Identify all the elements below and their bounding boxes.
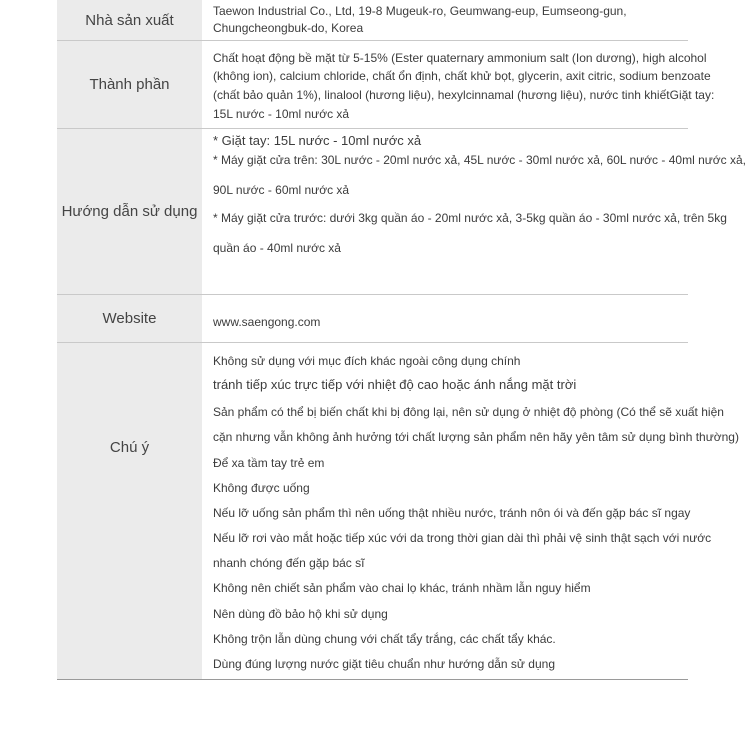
manufacturer-line: Chungcheongbuk-do, Korea [213, 21, 364, 35]
caution-line: cặn nhưng vẫn không ảnh hưởng tới chất lượng sản phẩm nên hãy yên tâm sử dụng bình thường) [213, 430, 739, 444]
table-bottom-border [57, 679, 688, 680]
caution-line: Không nên chiết sản phẩm vào chai lọ khác, tránh nhầm lẫn nguy hiểm [213, 581, 591, 595]
caution-label: Chú ý [57, 343, 202, 679]
caution-line: Nếu lỡ rơi vào mắt hoặc tiếp xúc với da trong thời gian dài thì phải vệ sinh thật sạch với nước [213, 531, 712, 545]
caution-line: Dùng đúng lượng nước giặt tiêu chuẩn như hướng dẫn sử dụng [213, 657, 555, 671]
manufacturer-line: Taewon Industrial Co., Ltd, 19-8 Mugeuk-ro, Geumwang-eup, Eumseong-gun, [213, 4, 627, 18]
ingredients-line: (không ion), calcium chloride, chất ổn định, chất khử bọt, glycerin, axit citric, sodium benzoate [213, 69, 711, 83]
usage-line: * Giặt tay: 15L nước - 10ml nước xả [213, 133, 422, 148]
website-label: Website [57, 295, 202, 342]
caution-line: nhanh chóng đến gặp bác sĩ [213, 556, 365, 570]
caution-line: Để xa tầm tay trẻ em [213, 456, 325, 470]
website-url: www.saengong.com [213, 315, 321, 329]
caution-line: Nên dùng đồ bảo hộ khi sử dụng [213, 607, 388, 621]
caution-line: Không sử dụng với mục đích khác ngoài công dụng chính [213, 354, 521, 368]
usage-row [57, 129, 746, 294]
ingredients-line: 15L nước - 10ml nước xả [213, 107, 350, 121]
usage-label: Hướng dẫn sử dụng [57, 129, 202, 294]
caution-line: Sản phẩm có thể bị biến chất khi bị đông lại, nên sử dụng ở nhiệt độ phòng (Có thể sẽ xuất hiện [213, 405, 724, 419]
manufacturer-label: Nhà sản xuất [57, 0, 202, 40]
usage-line: * Máy giặt cửa trước: dưới 3kg quần áo - 20ml nước xả, 3-5kg quần áo - 30ml nước xả, trên 5kg [213, 211, 727, 225]
ingredients-line: (chất bảo quản 1%), linalool (hương liệu), hexylcinnamal (hương liệu), nước tinh khiếtGiặt tay: [213, 88, 715, 102]
website-row [57, 295, 688, 342]
ingredients-label: Thành phần [57, 41, 202, 128]
manufacturer-row [57, 0, 688, 40]
ingredients-row [57, 41, 715, 128]
caution-line: tránh tiếp xúc trực tiếp với nhiệt độ cao hoặc ánh nắng mặt trời [213, 377, 577, 392]
caution-line: Nếu lỡ uống sản phẩm thì nên uống thật nhiều nước, tránh nôn ói và đến gặp bác sĩ ngay [213, 506, 691, 520]
usage-line: 90L nước - 60ml nước xả [213, 183, 350, 197]
usage-line: * Máy giặt cửa trên: 30L nước - 20ml nước xả, 45L nước - 30ml nước xả, 60L nước - 40ml nước xả, [213, 153, 746, 167]
caution-line: Không được uống [213, 481, 310, 495]
caution-line: Không trộn lẫn dùng chung với chất tẩy trắng, các chất tẩy khác. [213, 632, 556, 646]
caution-row [57, 343, 739, 679]
ingredients-line: Chất hoạt động bề mặt từ 5-15% (Ester quaternary ammonium salt (Ion dương), high alcohol [213, 51, 707, 65]
usage-line: quần áo - 40ml nước xả [213, 241, 341, 255]
